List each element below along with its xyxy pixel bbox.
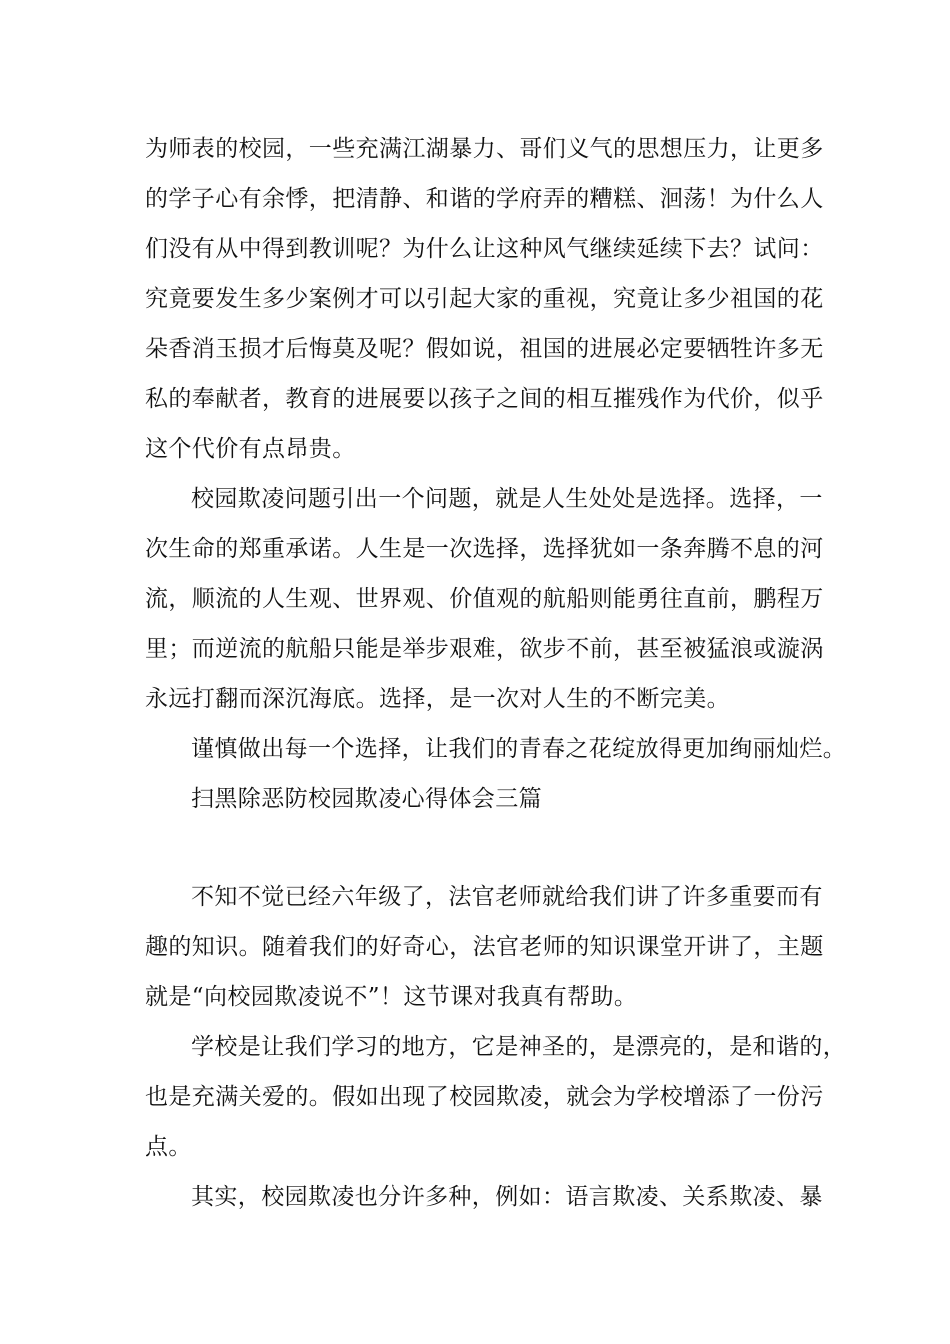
paragraph-line: 不知不觉已经六年级了，法官老师就给我们讲了许多重要而有 (191, 884, 823, 910)
paragraph-line: 学校是让我们学习的地方，它是神圣的，是漂亮的，是和谐的， (191, 1034, 847, 1060)
paragraph-line: 究竟要发生多少案例才可以引起大家的重视，究竟让多少祖国的花 (145, 286, 824, 312)
paragraph-line: 永远打翻而深沉海底。选择，是一次对人生的不断完美。 (145, 686, 730, 712)
paragraph-line: 其实，校园欺凌也分许多种，例如：语言欺凌、关系欺凌、暴 (191, 1184, 823, 1210)
paragraph-line: 谨慎做出每一个选择，让我们的青春之花绽放得更加绚丽灿烂。 (191, 736, 847, 762)
paragraph-line: 就是“向校园欺凌说不”！这节课对我真有帮助。 (145, 984, 638, 1010)
paragraph-line: 的学子心有余悸，把清静、和谐的学府弄的糟糕、洄荡！为什么人 (145, 186, 824, 212)
paragraph-line: 流，顺流的人生观、世界观、价值观的航船则能勇往直前，鹏程万 (145, 586, 824, 612)
paragraph-line: 校园欺凌问题引出一个问题，就是人生处处是选择。选择，一 (191, 486, 823, 512)
paragraph-line: 们没有从中得到教训呢？为什么让这种风气继续延续下去？试问： (145, 236, 824, 262)
paragraph-line: 点。 (145, 1134, 192, 1160)
paragraph-line: 次生命的郑重承诺。人生是一次选择，选择犹如一条奔腾不息的河 (145, 536, 824, 562)
paragraph-line: 朵香消玉损才后悔莫及呢？假如说，祖国的进展必定要牺牲许多无 (145, 336, 824, 362)
paragraph-line: 私的奉献者，教育的进展要以孩子之间的相互摧残作为代价，似乎 (145, 386, 824, 412)
paragraph-line: 为师表的校园，一些充满江湖暴力、哥们义气的思想压力，让更多 (145, 136, 824, 162)
paragraph-line: 也是充满关爱的。假如出现了校园欺凌，就会为学校增添了一份污 (145, 1084, 824, 1110)
paragraph-line: 里；而逆流的航船只能是举步艰难，欲步不前，甚至被猛浪或漩涡 (145, 636, 824, 662)
paragraph-line: 趣的知识。随着我们的好奇心，法官老师的知识课堂开讲了，主题 (145, 934, 824, 960)
section-title: 扫黑除恶防校园欺凌心得体会三篇 (191, 786, 542, 812)
paragraph-line: 这个代价有点昂贵。 (145, 436, 356, 462)
